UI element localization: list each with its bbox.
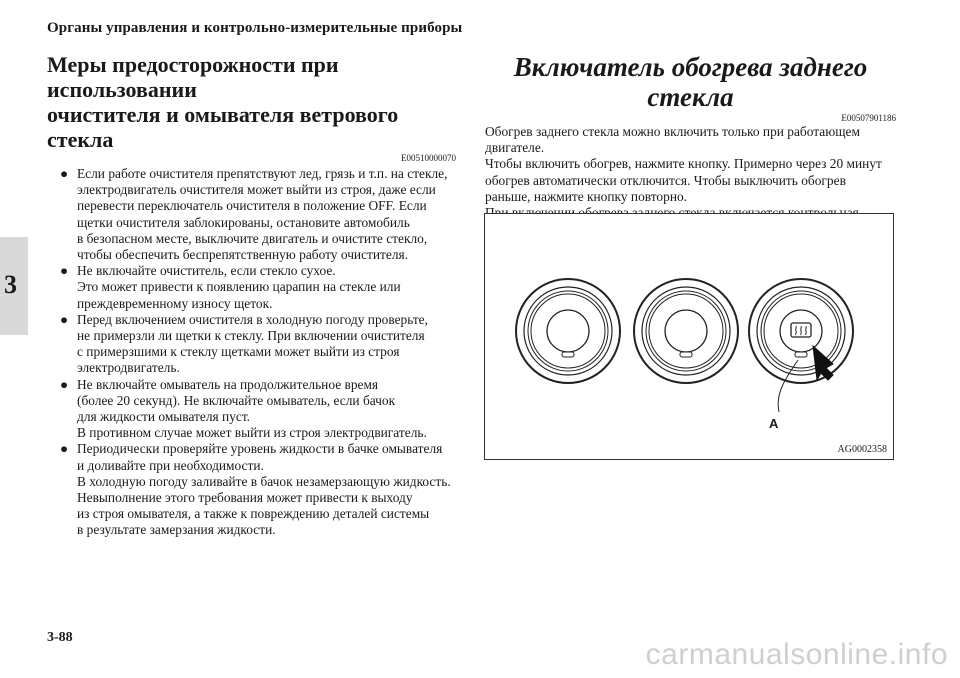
bullet-text-line: перевести переключатель очистителя в положение OFF. Если <box>77 198 427 214</box>
bullet-text-line: Не включайте омыватель на продолжительное время <box>77 376 379 392</box>
figure-drawing <box>485 214 893 459</box>
bullet-text-line: Это может привести к появлению царапин на стекле или <box>77 279 401 295</box>
paragraph-line: двигателе. <box>485 140 545 156</box>
bullet-text-line: Периодически проверяйте уровень жидкости в бачке омывателя <box>77 441 443 457</box>
bullet-item <box>47 377 456 442</box>
section-tab <box>0 237 28 335</box>
bullet-text-line: из строя омывателя, а также к повреждению деталей системы <box>77 506 430 522</box>
bullet-dot-icon: ● <box>60 441 69 457</box>
section-heading-wiper <box>47 52 456 152</box>
bullet-text-line: в безопасном месте, выключите двигатель и очистите стекло, <box>77 230 428 246</box>
bullet-text-line: не примерзли ли щетки к стеклу. При включении очистителя <box>77 328 425 344</box>
watermark: carmanualsonline.info <box>645 638 948 671</box>
bullet-text-line: для жидкости омывателя пуст. <box>77 409 251 425</box>
heading-line: Меры предосторожности при использовании <box>47 52 339 102</box>
figure-label-a: A <box>769 416 779 431</box>
page-number: 3-88 <box>47 630 73 645</box>
bullet-text-line: преждевременному износу щеток. <box>77 295 273 311</box>
header-title: Органы управления и контрольно-измерительные приборы <box>47 20 463 36</box>
paragraph-line: Обогрев заднего стекла можно включить только при работающем <box>485 124 860 139</box>
section-number: 3 <box>4 270 17 299</box>
heading-line: очистителя и омывателя ветрового стекла <box>47 102 399 152</box>
bullet-text-line: Не включайте очиститель, если стекло сухое. <box>77 263 336 279</box>
bullet-item <box>47 263 456 312</box>
bullet-dot-icon: ● <box>60 311 69 327</box>
bullet-item <box>47 312 456 377</box>
bullet-text-line: электродвигатель. <box>77 360 180 376</box>
paragraph-line: Чтобы включить обогрев, нажмите кнопку. Примерно через 20 минут <box>485 156 882 172</box>
figure-defroster-switch <box>484 213 894 460</box>
bullet-text-line: чтобы обеспечить беспрепятственную работу очистителя. <box>77 247 409 263</box>
paragraph-line: обогрев автоматически отключится. Чтобы выключить обогрев <box>485 172 846 188</box>
bullet-text-line: Если работе очистителя препятствуют лед, грязь и т.п. на стекле, <box>77 166 448 181</box>
bullet-text-line: Невыполнение этого требования может привести к выходу <box>77 490 413 506</box>
bullet-text-line: и доливайте при необходимости. <box>77 457 264 473</box>
control-knob-middle <box>634 279 738 383</box>
bullet-item <box>47 166 456 263</box>
bullet-list <box>47 166 456 539</box>
figure-code: AG0002358 <box>837 444 887 455</box>
bullet-text-line: В противном случае может выйти из строя электродвигатель. <box>77 425 427 441</box>
control-knob-right <box>749 279 853 412</box>
bullet-text-line: электродвигатель очистителя может выйти из строя, даже если <box>77 182 436 198</box>
bullet-text-line: в результате замерзания жидкости. <box>77 522 276 538</box>
bullet-item <box>47 441 456 538</box>
left-column <box>47 52 456 539</box>
bullet-text-line: с примерзшими к стеклу щетками может выйти из строя <box>77 344 400 360</box>
rear-defroster-icon <box>791 323 811 337</box>
bullet-text-line: щетки очистителя заблокированы, остановите автомобиль <box>77 214 410 230</box>
paragraph-line: раньше, нажмите кнопку повторно. <box>485 188 688 204</box>
bullet-dot-icon: ● <box>60 376 69 392</box>
section-heading-defroster: Включатель обогрева заднего стекла <box>513 52 868 112</box>
control-knob-left <box>516 279 620 383</box>
right-column <box>485 52 896 237</box>
section-code: E00510000070 <box>401 153 456 163</box>
bullet-text-line: Перед включением очистителя в холодную погоду проверьте, <box>77 311 428 327</box>
bullet-dot-icon: ● <box>60 263 69 279</box>
bullet-text-line: В холодную погоду заливайте в бачок незамерзающую жидкость. <box>77 473 451 489</box>
section-code: E00507901186 <box>841 113 896 123</box>
bullet-dot-icon: ● <box>60 166 69 181</box>
bullet-text-line: (более 20 секунд). Не включайте омыватель, если бачок <box>77 392 396 408</box>
